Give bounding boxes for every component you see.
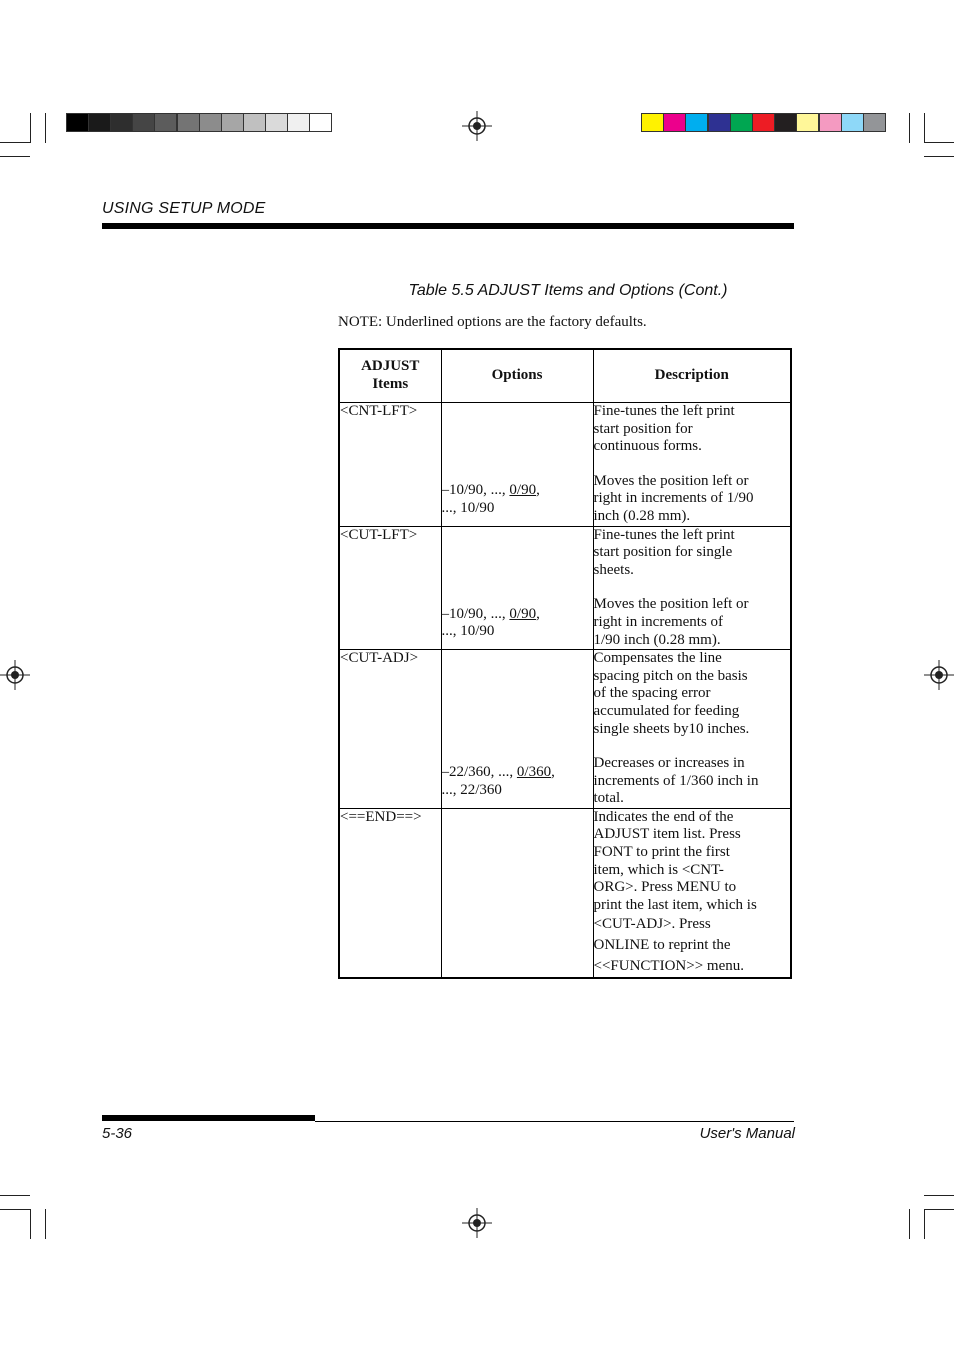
crop-mark	[0, 156, 30, 157]
gray-swatch	[88, 113, 111, 132]
gray-swatch	[110, 113, 133, 132]
gray-swatch	[154, 113, 177, 132]
options-range-start: –22/360, ...,	[441, 764, 517, 781]
item-cell: <==END==>	[339, 808, 441, 978]
item-cell: <CNT-LFT>	[339, 403, 441, 527]
gray-swatch	[132, 113, 155, 132]
crop-mark	[909, 113, 910, 143]
gray-swatch	[287, 113, 310, 132]
default-option: 0/90	[509, 482, 537, 498]
gray-swatch	[309, 113, 332, 132]
crop-mark	[0, 1209, 30, 1210]
desc-line: Fine-tunes the left print	[593, 403, 735, 419]
desc-line: Decreases or increases in	[593, 755, 745, 772]
crop-mark	[924, 142, 954, 143]
options-range-start: –10/90, ...,	[441, 605, 510, 622]
desc-line: Moves the position left or	[593, 596, 749, 613]
desc-line: accumulated for feeding	[593, 702, 740, 719]
desc-line: Fine-tunes the left print	[593, 526, 735, 543]
crop-mark	[924, 113, 925, 143]
section-header: USING SETUP MODE	[102, 200, 266, 217]
options-line	[442, 606, 593, 624]
options-line: ..., 22/360	[441, 781, 502, 798]
color-swatch	[819, 113, 842, 132]
desc-line: item, which is <CNT-	[593, 861, 724, 878]
desc-line: increments of 1/360 inch in	[593, 772, 759, 789]
desc-line: sheets.	[593, 561, 634, 578]
options-line: ..., 10/90	[441, 499, 495, 516]
header-rule	[102, 223, 794, 229]
description-cell	[593, 403, 791, 527]
table-note: NOTE: Underlined options are the factory defaults.	[338, 314, 647, 330]
description-cell	[593, 650, 791, 809]
desc-line: continuous forms.	[593, 438, 702, 455]
crop-mark	[0, 1195, 30, 1196]
adjust-table	[338, 348, 792, 979]
crop-mark	[0, 142, 30, 143]
color-swatch	[774, 113, 797, 132]
color-swatch	[841, 113, 864, 132]
color-swatch	[685, 113, 708, 132]
column-header-items	[339, 349, 441, 403]
desc-line: of the spacing error	[593, 685, 711, 702]
item-cell: <CUT-LFT>	[339, 526, 441, 650]
table-row	[339, 808, 791, 978]
color-swatch	[641, 113, 664, 132]
crop-mark	[45, 113, 46, 143]
options-separator: ,	[551, 764, 555, 781]
crop-mark	[924, 1209, 954, 1210]
desc-line: right in increments of 1/90	[593, 490, 754, 507]
crop-mark	[924, 156, 954, 157]
default-option: 0/360	[516, 764, 552, 781]
desc-line: <<FUNCTION>> menu.	[593, 958, 744, 975]
table-header-row	[339, 349, 791, 403]
color-swatch	[730, 113, 753, 132]
desc-line: ORG>. Press MENU to	[593, 879, 737, 896]
color-swatch	[796, 113, 819, 132]
desc-line: spacing pitch on the basis	[593, 667, 748, 684]
desc-line: <CUT-ADJ>. Press	[593, 916, 711, 933]
default-option: 0/90	[509, 605, 537, 622]
crop-mark	[30, 1209, 31, 1239]
table-caption: Table 5.5 ADJUST Items and Options (Cont.)	[408, 282, 728, 299]
description-cell	[593, 808, 791, 978]
options-separator: ,	[536, 605, 540, 622]
crop-mark	[30, 113, 31, 143]
desc-line: right in increments of	[593, 613, 724, 630]
gray-swatch	[199, 113, 222, 132]
page-number: 5-36	[102, 1125, 133, 1142]
color-swatch	[863, 113, 886, 132]
options-line: ..., 10/90	[441, 623, 495, 640]
desc-line: Indicates the end of the	[593, 808, 734, 825]
registration-mark-icon	[0, 660, 30, 690]
table-row	[339, 650, 791, 809]
desc-line: Compensates the line	[593, 650, 722, 667]
registration-mark-icon	[462, 111, 492, 141]
table-row	[339, 403, 791, 527]
footer-rule-thin	[315, 1121, 794, 1122]
color-swatch	[752, 113, 775, 132]
options-cell	[441, 808, 593, 978]
crop-mark	[909, 1209, 910, 1239]
options-line	[442, 482, 593, 500]
manual-title: User's Manual	[699, 1125, 795, 1142]
gray-swatch	[177, 113, 200, 132]
desc-line: total.	[593, 790, 624, 807]
desc-line: Moves the position left or	[593, 472, 749, 489]
footer-rule-thick	[102, 1115, 315, 1121]
desc-line: FONT to print the first	[593, 844, 730, 861]
desc-line: ADJUST item list. Press	[593, 826, 741, 843]
description-cell	[593, 526, 791, 650]
options-range-start: –10/90, ...,	[441, 482, 510, 498]
header-label: Items	[372, 376, 409, 392]
crop-mark	[924, 1195, 954, 1196]
crop-mark	[45, 1209, 46, 1239]
desc-line: start position for single	[593, 544, 733, 561]
column-header-options: Options	[441, 349, 593, 403]
column-header-description: Description	[593, 349, 791, 403]
gray-swatch	[265, 113, 288, 132]
gray-swatch	[243, 113, 266, 132]
options-cell	[441, 650, 593, 809]
desc-line: 1/90 inch (0.28 mm).	[593, 631, 721, 648]
gray-swatch	[221, 113, 244, 132]
registration-mark-icon	[924, 660, 954, 690]
color-swatch	[708, 113, 731, 132]
header-label: ADJUST	[361, 358, 420, 375]
options-cell	[441, 403, 593, 527]
desc-line: start position for	[593, 420, 693, 437]
desc-line: inch (0.28 mm).	[593, 507, 691, 524]
crop-mark	[924, 1209, 925, 1239]
desc-line: ONLINE to reprint the	[593, 937, 731, 954]
item-cell: <CUT-ADJ>	[339, 650, 441, 809]
desc-line: single sheets by10 inches.	[593, 720, 750, 737]
gray-swatch	[66, 113, 89, 132]
options-cell	[441, 526, 593, 650]
table-row	[339, 526, 791, 650]
desc-line: print the last item, which is	[593, 896, 757, 913]
options-line	[442, 764, 593, 782]
color-swatch	[663, 113, 686, 132]
registration-mark-icon	[462, 1208, 492, 1238]
options-separator: ,	[536, 482, 540, 498]
